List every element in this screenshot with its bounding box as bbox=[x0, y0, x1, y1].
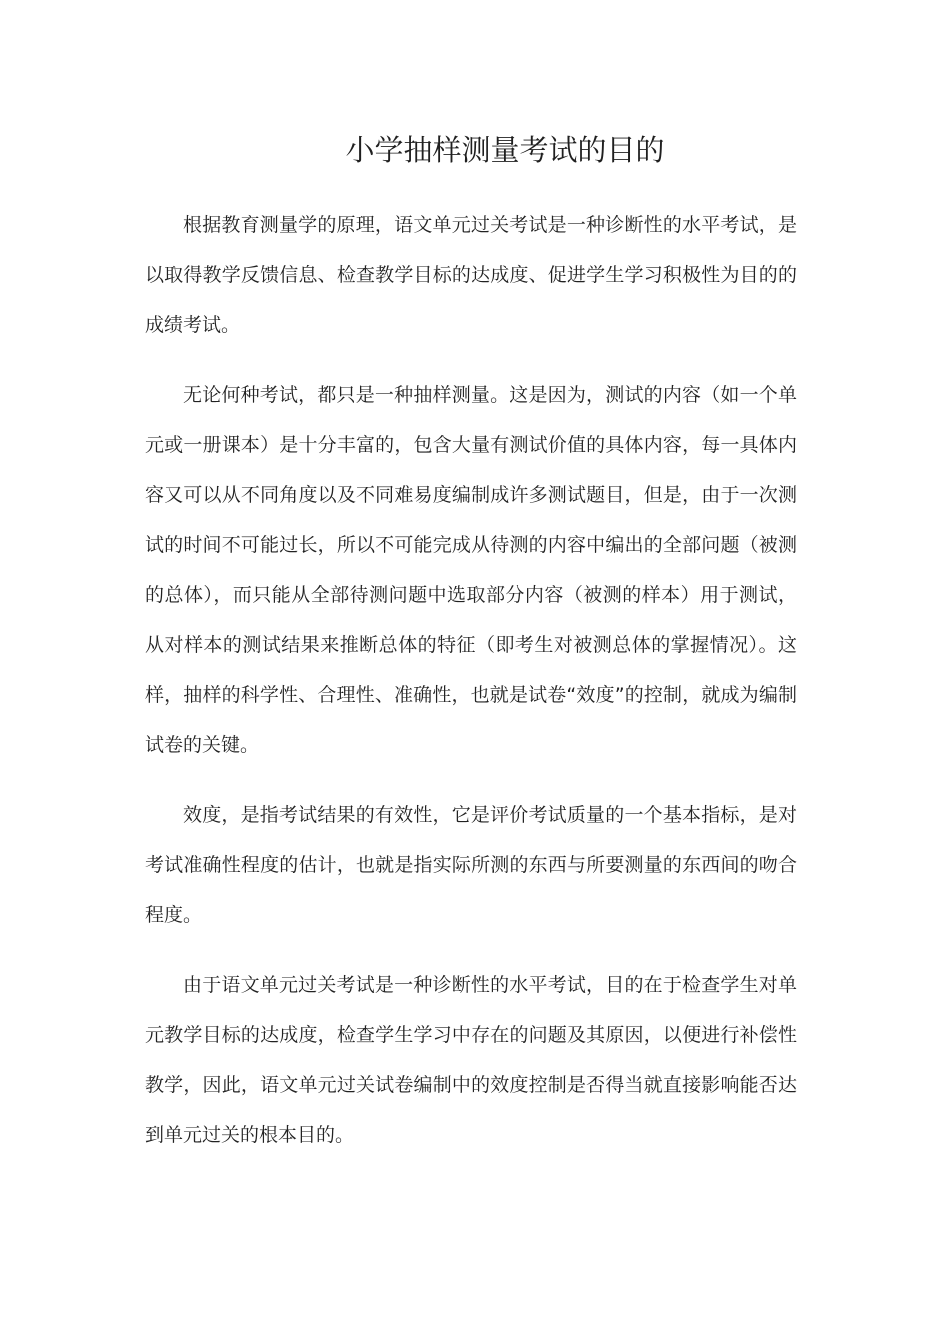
paragraph-4: 由于语文单元过关考试是一种诊断性的水平考试，目的在于检查学生对单元教学目标的达成度，检查学生学习中存在的问题及其原因，以便进行补偿性教学，因此，语文单元过关试卷编制中的效度控制是否得当就直接影响能否达到单元过关的根本目的。 bbox=[145, 974, 797, 1146]
document-title: 小学抽样测量考试的目的 bbox=[345, 133, 665, 167]
paragraph-1: 根据教育测量学的原理，语文单元过关考试是一种诊断性的水平考试，是以取得教学反馈信息、检查教学目标的达成度、促进学生学习积极性为目的的成绩考试。 bbox=[145, 214, 797, 336]
paragraph-2: 无论何种考试，都只是一种抽样测量。这是因为，测试的内容（如一个单元或一册课本）是十分丰富的，包含大量有测试价值的具体内容，每一具体内容又可以从不同角度以及不同难易度编制成许多测试题目，但是，由于一次测试的时间不可能过长，所以不可能完成从待测的内容中编出的全部问题（被测的总体），而只能从全部待测问题中选取部分内容（被测的样本）用于测试，从对样本的测试结果来推断总体的特征（即考生对被测总体的掌握情况）。这样，抽样的科学性、合理性、准确性，也就是试卷“效度”的控制，就成为编制试卷的关键。 bbox=[145, 384, 797, 756]
paragraph-3: 效度，是指考试结果的有效性，它是评价考试质量的一个基本指标，是对考试准确性程度的估计，也就是指实际所测的东西与所要测量的东西间的吻合程度。 bbox=[145, 804, 797, 926]
